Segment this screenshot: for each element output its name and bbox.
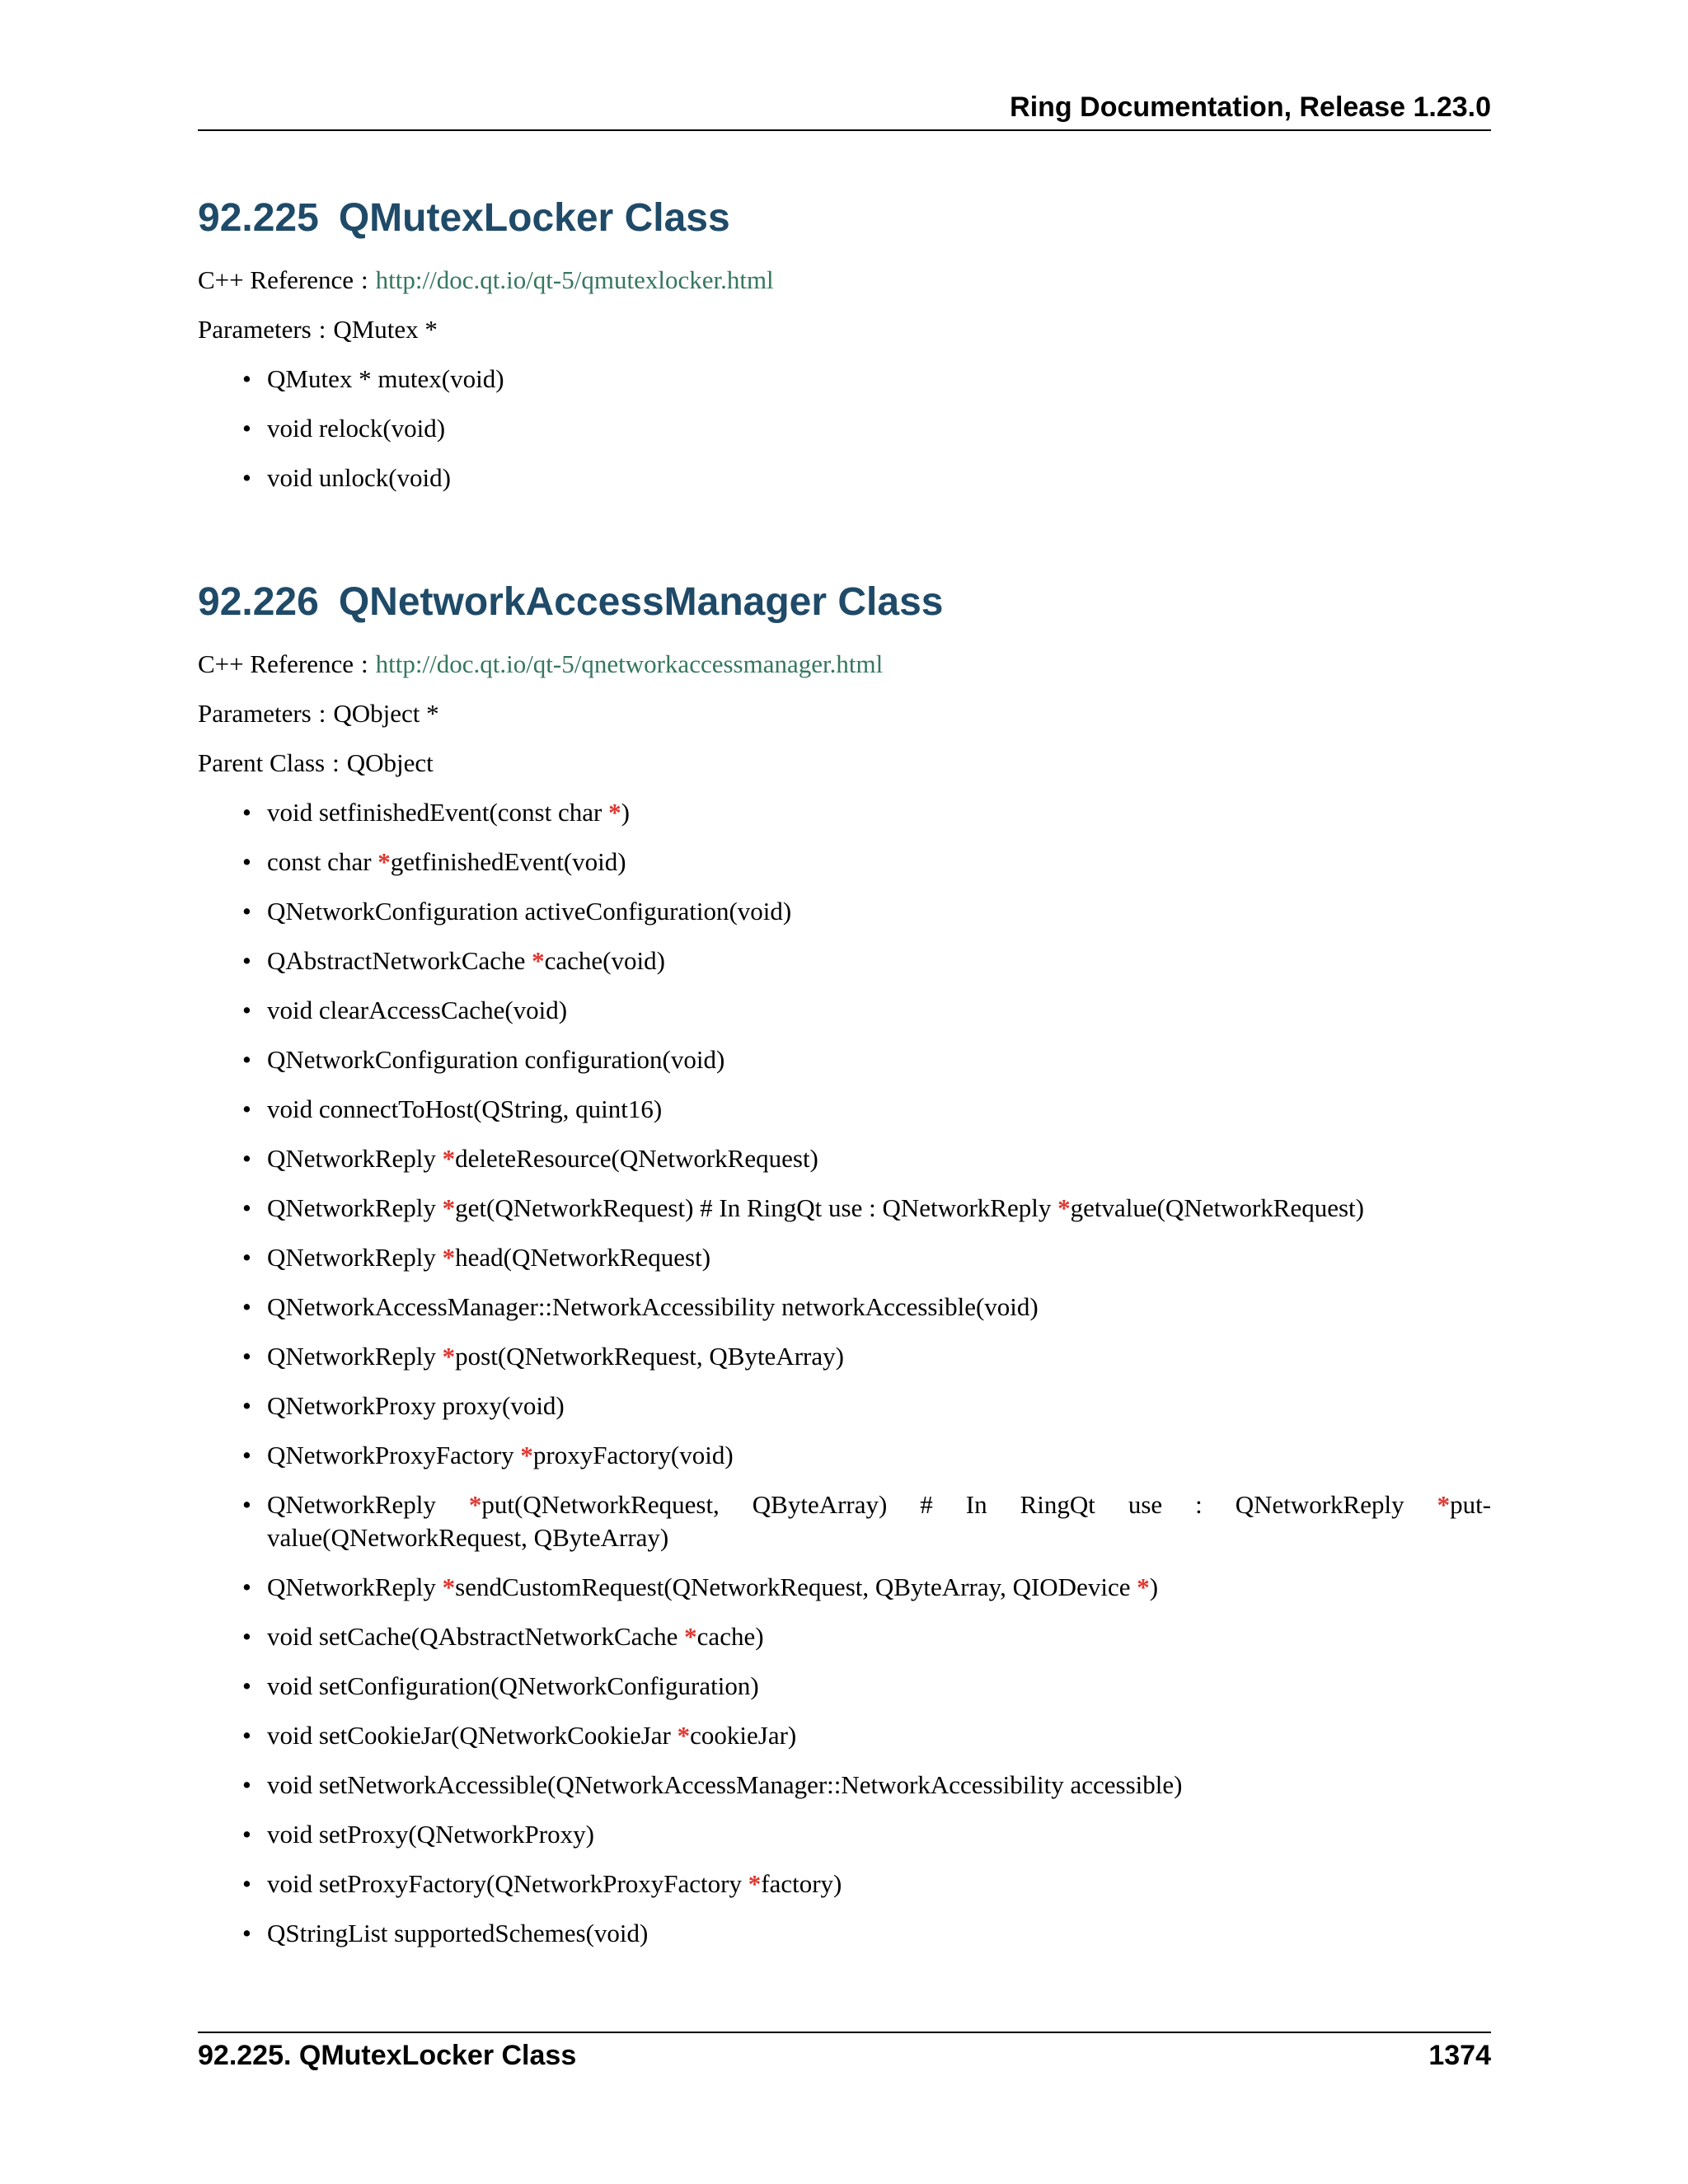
section-qmutexlocker <box>198 191 1491 511</box>
list-item: • QNetworkConfiguration configuration(void) <box>267 1043 1491 1076</box>
asterisk-mark: * <box>520 1441 533 1469</box>
cpp-reference-line: C++ Reference : http://doc.qt.io/qt-5/qmutexlocker.html <box>198 265 774 294</box>
list-item: • QNetworkReply *get(QNetworkRequest) # In RingQt use : QNetworkReply *getvalue(QNetworkRequest) <box>267 1192 1491 1225</box>
running-header: Ring Documentation, Release 1.23.0 <box>1010 91 1491 123</box>
parameters-line: Parameters : QMutex * <box>198 315 438 344</box>
list-item: • QNetworkProxyFactory *proxyFactory(void) <box>267 1439 1491 1472</box>
list-item: • void connectToHost(QString, quint16) <box>267 1093 1491 1126</box>
running-footer <box>198 2037 1491 2074</box>
list-item: • QNetworkAccessManager::NetworkAccessibility networkAccessible(void) <box>267 1291 1491 1324</box>
section-title: QMutexLocker Class <box>338 196 730 240</box>
cpp-reference-line: C++ Reference : http://doc.qt.io/qt-5/qnetworkaccessmanager.html <box>198 649 884 678</box>
asterisk-mark: * <box>532 946 545 975</box>
asterisk-mark: * <box>677 1721 691 1750</box>
list-item: • void setNetworkAccessible(QNetworkAccessManager::NetworkAccessibility accessible) <box>267 1769 1491 1802</box>
asterisk-mark: * <box>442 1144 456 1173</box>
asterisk-mark: * <box>442 1243 456 1272</box>
list-item: • void setProxy(QNetworkProxy) <box>267 1818 1491 1851</box>
parameters-line: Parameters : QObject * <box>198 699 439 728</box>
section-number: 92.226 <box>198 580 319 624</box>
asterisk-mark: * <box>377 847 391 876</box>
cpp-reference-label: C++ Reference <box>198 265 354 294</box>
list-item: • QAbstractNetworkCache *cache(void) <box>267 944 1491 977</box>
list-item: • QMutex * mutex(void) <box>267 363 1491 396</box>
cpp-reference-label: C++ Reference <box>198 649 354 678</box>
parameters-value: QMutex * <box>333 315 438 344</box>
parameters-value: QObject * <box>333 699 439 728</box>
list-item: • QNetworkReply *sendCustomRequest(QNetworkRequest, QByteArray, QIODevice *) <box>267 1571 1491 1604</box>
asterisk-mark: * <box>1137 1572 1150 1601</box>
list-item: • QNetworkConfiguration activeConfiguration(void) <box>267 895 1491 928</box>
section-heading <box>198 191 1491 246</box>
section-number: 92.225 <box>198 196 319 240</box>
section-title: QNetworkAccessManager Class <box>338 580 944 624</box>
parameters-label: Parameters <box>198 699 312 728</box>
list-item: • void unlock(void) <box>267 462 1491 494</box>
asterisk-mark: * <box>684 1622 697 1651</box>
list-item: • QNetworkReply *post(QNetworkRequest, QByteArray) <box>267 1340 1491 1373</box>
method-list <box>198 363 1491 494</box>
list-item: • void setConfiguration(QNetworkConfiguration) <box>267 1670 1491 1703</box>
page-number: 1374 <box>1428 2040 1491 2071</box>
header-rule <box>198 129 1491 131</box>
asterisk-mark: * <box>442 1572 456 1601</box>
method-list <box>198 796 1491 1950</box>
list-item: • void setCache(QAbstractNetworkCache *cache) <box>267 1620 1491 1653</box>
list-item: • void setCookieJar(QNetworkCookieJar *cookieJar) <box>267 1719 1491 1752</box>
cpp-reference-link[interactable]: http://doc.qt.io/qt-5/qmutexlocker.html <box>375 265 774 294</box>
list-item: • QNetworkReply *deleteResource(QNetworkRequest) <box>267 1142 1491 1175</box>
list-item: • const char *getfinishedEvent(void) <box>267 846 1491 879</box>
parent-class-line: Parent Class : QObject <box>198 748 434 777</box>
footer-rule <box>198 2032 1491 2033</box>
section-qnetworkaccessmanager <box>198 575 1491 1966</box>
parent-class-label: Parent Class <box>198 748 326 777</box>
document-page <box>198 0 1491 2184</box>
asterisk-mark: * <box>1057 1193 1071 1222</box>
list-item: • QStringList supportedSchemes(void) <box>267 1917 1491 1950</box>
list-item: • QNetworkReply *head(QNetworkRequest) <box>267 1241 1491 1274</box>
list-item: • void relock(void) <box>267 412 1491 445</box>
parameters-label: Parameters <box>198 315 312 344</box>
cpp-reference-link[interactable]: http://doc.qt.io/qt-5/qnetworkaccessmanager.html <box>375 649 884 678</box>
asterisk-mark: * <box>1437 1490 1451 1519</box>
asterisk-mark: * <box>442 1342 456 1371</box>
asterisk-mark: * <box>748 1869 762 1898</box>
footer-section-title: 92.225. QMutexLocker Class <box>198 2040 577 2071</box>
asterisk-mark: * <box>468 1490 482 1519</box>
asterisk-mark: * <box>608 798 621 827</box>
list-item: • QNetworkReply *put(QNetworkRequest, QByteArray) # In RingQt use : QNetworkReply *put-value(QNetworkRequest, QByteArray) <box>267 1488 1491 1554</box>
section-heading <box>198 575 1491 630</box>
asterisk-mark: * <box>442 1193 456 1222</box>
list-item: • void setfinishedEvent(const char *) <box>267 796 1491 829</box>
list-item: • void setProxyFactory(QNetworkProxyFactory *factory) <box>267 1868 1491 1900</box>
list-item: • QNetworkProxy proxy(void) <box>267 1390 1491 1422</box>
parent-class-value: QObject <box>346 748 434 777</box>
list-item: • void clearAccessCache(void) <box>267 994 1491 1027</box>
